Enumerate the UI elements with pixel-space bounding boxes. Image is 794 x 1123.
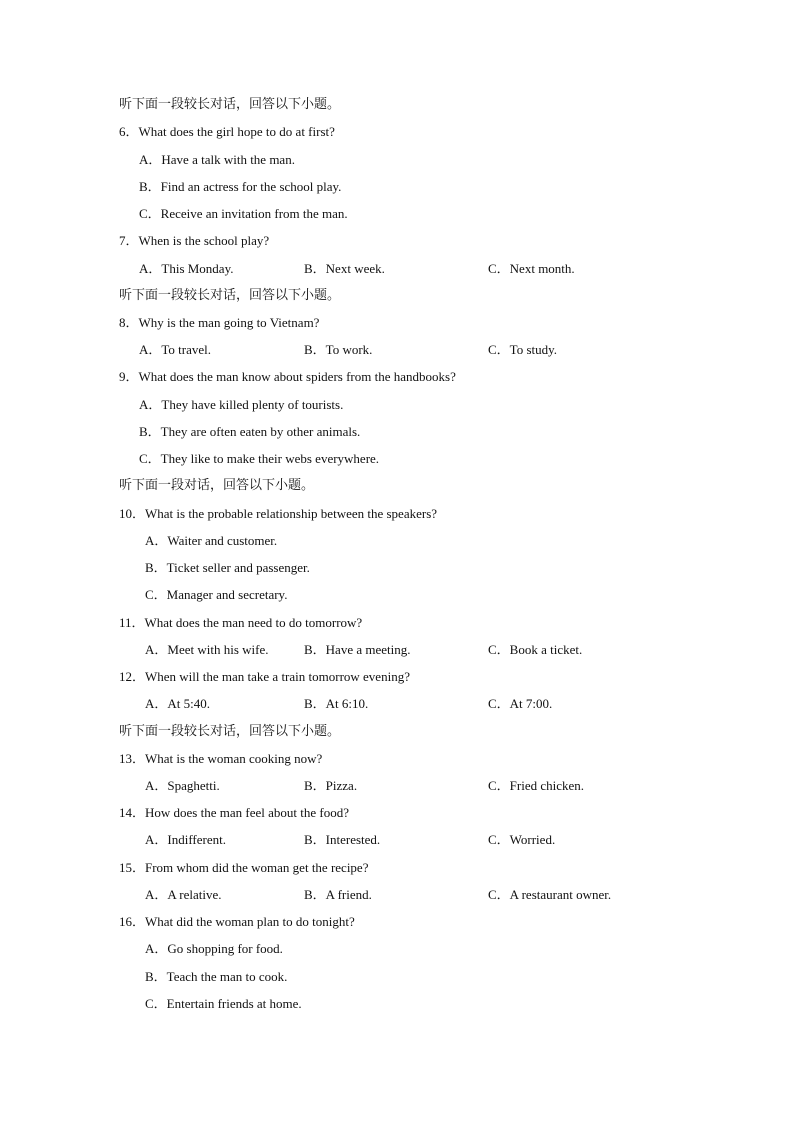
answer-option: C．At 7:00. xyxy=(488,696,553,711)
question-stem: 10．What is the probable relationship between the speakers? xyxy=(119,506,438,521)
question-stem: 16．What did the woman plan to do tonight? xyxy=(119,914,355,929)
answer-option: C．To study. xyxy=(488,342,558,357)
answer-option: B．Ticket seller and passenger. xyxy=(145,560,310,575)
answer-option: B．To work. xyxy=(304,342,373,357)
section-heading: 听下面一段对话，回答以下小题。 xyxy=(119,478,315,493)
question-stem: 9．What does the man know about spiders from the handbooks? xyxy=(119,369,456,384)
answer-option: B．Teach the man to cook. xyxy=(145,969,288,984)
answer-option: A．A relative. xyxy=(145,887,222,902)
answer-option: B．Pizza. xyxy=(304,778,358,793)
answer-option: B．Next week. xyxy=(304,261,385,276)
answer-option: A．Go shopping for food. xyxy=(145,941,283,956)
answer-option: B．A friend. xyxy=(304,887,372,902)
answer-row xyxy=(139,340,211,360)
answer-option: C．Receive an invitation from the man. xyxy=(139,206,348,221)
answer-row xyxy=(145,830,226,850)
answer-row xyxy=(145,694,210,714)
answer-option: A．Meet with his wife. xyxy=(145,642,269,657)
answer-row xyxy=(145,640,268,660)
answer-option: C．Manager and secretary. xyxy=(145,587,288,602)
answer-row xyxy=(145,885,222,905)
section-heading: 听下面一段较长对话，回答以下小题。 xyxy=(119,288,341,303)
answer-option: A．This Monday. xyxy=(139,261,234,276)
question-stem: 15．From whom did the woman get the recipe? xyxy=(119,860,369,875)
question-stem: 13．What is the woman cooking now? xyxy=(119,751,323,766)
answer-option: C．Worried. xyxy=(488,832,556,847)
answer-option: A．To travel. xyxy=(139,342,212,357)
answer-option: B．Find an actress for the school play. xyxy=(139,179,342,194)
answer-option: A．Have a talk with the man. xyxy=(139,152,295,167)
question-stem: 8．Why is the man going to Vietnam? xyxy=(119,315,320,330)
answer-option: A．Spaghetti. xyxy=(145,778,220,793)
answer-option: C．A restaurant owner. xyxy=(488,887,612,902)
section-heading: 听下面一段较长对话，回答以下小题。 xyxy=(119,97,341,112)
question-stem: 11．What does the man need to do tomorrow? xyxy=(119,615,363,630)
question-stem: 12．When will the man take a train tomorrow evening? xyxy=(119,669,410,684)
answer-option: B．They are often eaten by other animals. xyxy=(139,424,361,439)
answer-option: C．Book a ticket. xyxy=(488,642,583,657)
question-stem: 6．What does the girl hope to do at first? xyxy=(119,124,335,139)
answer-row xyxy=(145,776,220,796)
answer-option: C．Next month. xyxy=(488,261,575,276)
answer-option: B．Have a meeting. xyxy=(304,642,411,657)
answer-row xyxy=(139,259,234,279)
answer-option: C．They like to make their webs everywhere. xyxy=(139,451,380,466)
answer-option: B．Interested. xyxy=(304,832,381,847)
answer-option: A．At 5:40. xyxy=(145,696,211,711)
answer-option: C．Entertain friends at home. xyxy=(145,996,302,1011)
answer-option: A．Waiter and customer. xyxy=(145,533,278,548)
answer-option: B．At 6:10. xyxy=(304,696,369,711)
answer-option: C．Fried chicken. xyxy=(488,778,585,793)
question-stem: 14．How does the man feel about the food? xyxy=(119,805,349,820)
section-heading: 听下面一段较长对话，回答以下小题。 xyxy=(119,724,341,739)
question-stem: 7．When is the school play? xyxy=(119,233,270,248)
answer-option: A．They have killed plenty of tourists. xyxy=(139,397,344,412)
answer-option: A．Indifferent. xyxy=(145,832,226,847)
